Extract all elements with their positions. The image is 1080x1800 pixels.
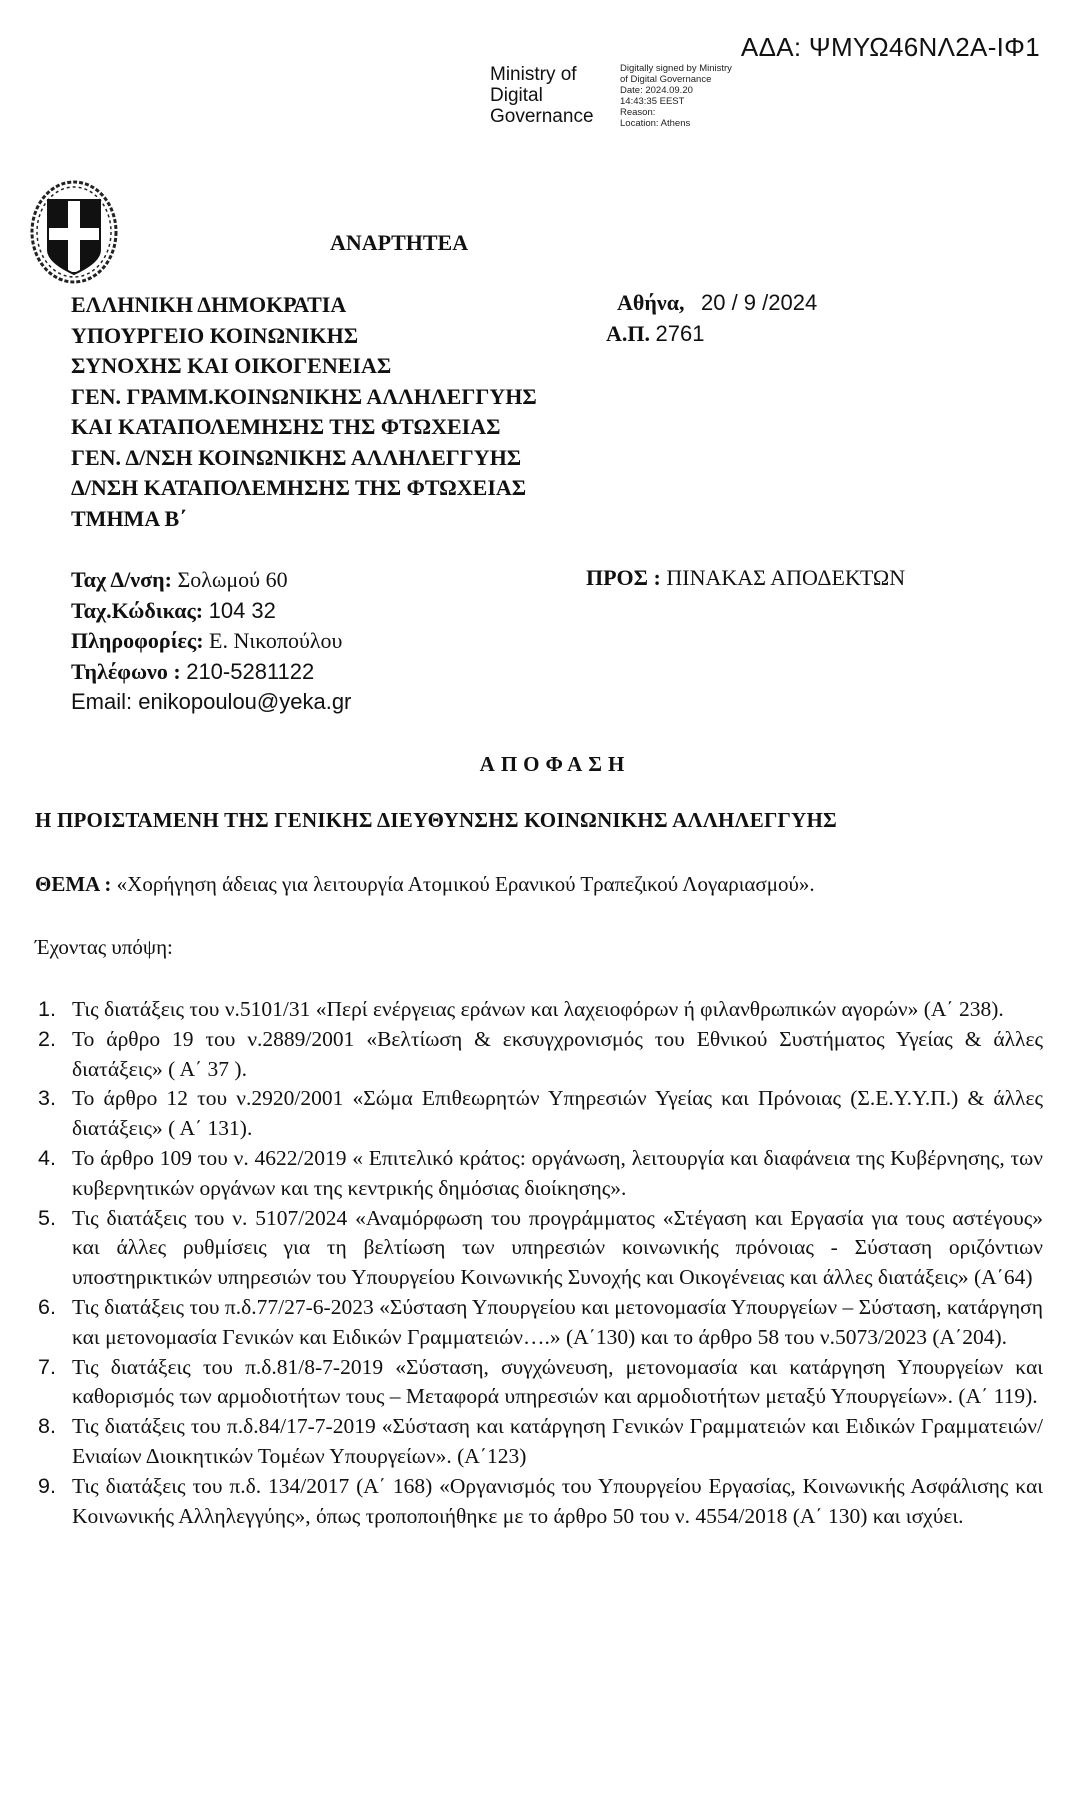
- signature-detail: of Digital Governance: [620, 74, 712, 85]
- item-number: 7.: [38, 1354, 56, 1379]
- subject: [35, 872, 815, 897]
- contact-block: [71, 565, 351, 718]
- postcode-label: Ταχ.Κώδικας:: [71, 597, 204, 623]
- signature-detail: Digitally signed by Ministry: [620, 63, 732, 74]
- info-value: Ε. Νικοπούλου: [209, 628, 343, 654]
- item-number: 4.: [38, 1145, 56, 1170]
- list-item: [38, 1144, 1043, 1204]
- info-label: Πληροφορίες:: [71, 628, 204, 654]
- list-item: [38, 995, 1043, 1025]
- document-date: [617, 290, 817, 316]
- header-line: Δ/ΝΣΗ ΚΑΤΑΠΟΛΕΜΗΣΗΣ ΤΗΣ ΦΤΩΧΕΙΑΣ: [71, 475, 527, 500]
- list-item: [38, 1204, 1043, 1293]
- ada-code: ΑΔΑ: ΨΜΥΩ46ΝΛ2Α-ΙΦ1: [740, 32, 1040, 62]
- protocol-value: 2761: [655, 321, 705, 346]
- header-line: ΣΥΝΟΧΗΣ ΚΑΙ ΟΙΚΟΓΕΝΕΙΑΣ: [71, 353, 392, 378]
- list-item: [38, 1472, 1043, 1532]
- recipients-label: ΠΡΟΣ :: [586, 565, 661, 590]
- item-text: Τις διατάξεις του π.δ.81/8-7-2019 «Σύσταση, συγχώνευση, μετονομασία και κατάργηση Υπουργείων και καθορισμός των αρμοδιοτήτων τους – Μεταφορά υπηρεσιών και αρμοδιοτήτων μεταξύ Υπουργείων». (Α΄ 119).: [72, 1354, 1043, 1409]
- info-row: [71, 626, 351, 657]
- place-label: Αθήνα,: [617, 290, 685, 315]
- signature-org-line: Ministry of: [490, 64, 577, 85]
- address-label: Ταχ Δ/νση:: [71, 567, 172, 592]
- item-number: 3.: [38, 1086, 56, 1111]
- recipients-value: ΠΙΝΑΚΑΣ ΑΠΟΔΕΚΤΩΝ: [666, 565, 906, 590]
- date-value: 20 / 9 /2024: [700, 290, 818, 315]
- signature-detail: 14:43:35 EEST: [620, 96, 685, 107]
- postcode-value: 104 32: [208, 597, 276, 623]
- list-item: [38, 1353, 1043, 1413]
- item-text: Τις διατάξεις του ν. 5107/2024 «Αναμόρφωση του προγράμματος «Στέγαση και Εργασία για τους αστέγους» και άλλες ρυθμίσεις για τη βελτίωση των υπηρεσιών κοινωνικής πρόνοιας - Σύσταση οριζόντιων υποστηρικτικών υπηρεσιών του Υπουργείου Κοινωνικής Συνοχής και Οικογένειας και άλλες διατάξεις» (Α΄64): [72, 1205, 1043, 1290]
- digital-signature-details: [620, 63, 732, 129]
- item-number: 1.: [38, 997, 56, 1021]
- header-line: ΓΕΝ. Δ/ΝΣΗ ΚΟΙΝΩΝΙΚΗΣ ΑΛΛΗΛΕΓΓΥΗΣ: [71, 444, 522, 470]
- item-text: Το άρθρο 109 του ν. 4622/2019 « Επιτελικό κράτος: οργάνωση, λειτουργία και διαφάνεια της Κυβέρνησης, των κυβερνητικών οργάνων και της κεντρικής δημόσιας διοίκησης».: [72, 1145, 1043, 1200]
- item-text: Το άρθρο 12 του ν.2920/2001 «Σώμα Επιθεωρητών Υπηρεσιών Υγείας και Πρόνοιας (Σ.Ε.Υ.Υ.Π.) & άλλες διατάξεις» ( Α΄ 131).: [72, 1086, 1043, 1141]
- item-text: Τις διατάξεις του π.δ.77/27-6-2023 «Σύσταση Υπουργείου και μετονομασία Υπουργείων – Σύσταση, κατάργηση και μετονομασία Γενικών και Ειδικών Γραμματειών….» (Α΄130) και το άρθρο 58 του ν.5073/2023 (Α΄204).: [72, 1294, 1043, 1349]
- item-text: Το άρθρο 19 του ν.2889/2001 «Βελτίωση & εκσυγχρονισμός του Εθνικού Συστήματος Υγείας & άλλες διατάξεις» ( Α΄ 37 ).: [72, 1026, 1043, 1081]
- signature-detail: Reason:: [620, 107, 656, 118]
- item-number: 2.: [38, 1026, 56, 1051]
- recipients: [586, 565, 905, 591]
- phone-value: 210-5281122: [186, 658, 315, 684]
- issuer-header: [71, 290, 537, 534]
- header-line: ΕΛΛΗΝΙΚΗ ΔΗΜΟΚΡΑΤΙΑ: [71, 292, 347, 317]
- legal-basis-list: [38, 995, 1043, 1531]
- item-text: Τις διατάξεις του ν.5101/31 «Περί ενέργειας εράνων και λαχειοφόρων ή φιλανθρωπικών αγορών» (Α΄ 238).: [72, 997, 1004, 1021]
- issuing-authority: Η ΠΡΟΙΣΤΑΜΕΝΗ ΤΗΣ ΓΕΝΙΚΗΣ ΔΙΕΥΘΥΝΣΗΣ ΚΟΙΝΩΝΙΚΗΣ ΑΛΛΗΛΕΓΓΥΗΣ: [35, 808, 837, 832]
- address-row: [71, 565, 351, 596]
- document-title: ΑΠΟΦΑΣΗ: [479, 752, 631, 776]
- list-item: [38, 1025, 1043, 1085]
- posting-label: ΑΝΑΡΤΗΤΕΑ: [330, 230, 469, 255]
- list-item: [38, 1084, 1043, 1144]
- greek-coat-of-arms-icon: [26, 170, 122, 288]
- email-row: [71, 687, 351, 718]
- item-number: 5.: [38, 1205, 56, 1230]
- postcode-row: [71, 596, 351, 627]
- item-text: Τις διατάξεις του π.δ.84/17-7-2019 «Σύσταση και κατάργηση Γενικών Γραμματειών και Ειδικών Γραμματειών/Ενιαίων Διοικητικών Τομέων Υπουργείων». (Α΄123): [72, 1414, 1043, 1468]
- phone-label: Τηλέφωνο :: [71, 658, 181, 684]
- subject-label: ΘΕΜΑ :: [35, 872, 112, 896]
- email-link[interactable]: enikopoulou@yeka.gr: [138, 689, 352, 715]
- protocol-number: [606, 321, 704, 347]
- item-number: 9.: [38, 1473, 56, 1498]
- signature-detail: Location: Athens: [620, 118, 691, 129]
- signature-organization: [490, 64, 594, 127]
- address-value: Σολωμού 60: [177, 567, 288, 592]
- item-number: 8.: [38, 1414, 56, 1439]
- considering-heading: Έχοντας υπόψη:: [35, 935, 173, 959]
- signature-org-line: Governance: [490, 106, 594, 127]
- item-text: Τις διατάξεις του π.δ. 134/2017 (Α΄ 168) «Οργανισμός του Υπουργείου Εργασίας, Κοινωνικής Ασφάλισης και Κοινωνικής Αλληλεγγύης», όπως τροποποιήθηκε με το άρθρο 50 του ν. 4554/2018 (Α΄ 130) και ισχύει.: [72, 1473, 1043, 1528]
- email-label: Email:: [71, 689, 133, 715]
- protocol-label: Α.Π.: [606, 321, 650, 346]
- list-item: [38, 1412, 1043, 1472]
- phone-row: [71, 657, 351, 688]
- item-number: 6.: [38, 1294, 56, 1319]
- header-line: ΚΑΙ ΚΑΤΑΠΟΛΕΜΗΣΗΣ ΤΗΣ ΦΤΩΧΕΙΑΣ: [71, 414, 501, 439]
- subject-value: «Χορήγηση άδειας για λειτουργία Ατομικού Ερανικού Τραπεζικού Λογαριασμού».: [116, 872, 815, 896]
- header-line: ΤΜΗΜΑ Β΄: [71, 505, 187, 531]
- list-item: [38, 1293, 1043, 1353]
- header-line: ΓΕΝ. ΓΡΑΜΜ.ΚΟΙΝΩΝΙΚΗΣ ΑΛΛΗΛΕΓΓΥΗΣ: [71, 383, 537, 409]
- header-line: ΥΠΟΥΡΓΕΙΟ ΚΟΙΝΩΝΙΚΗΣ: [71, 322, 359, 348]
- signature-detail: Date: 2024.09.20: [620, 85, 693, 96]
- signature-org-line: Digital: [490, 85, 543, 106]
